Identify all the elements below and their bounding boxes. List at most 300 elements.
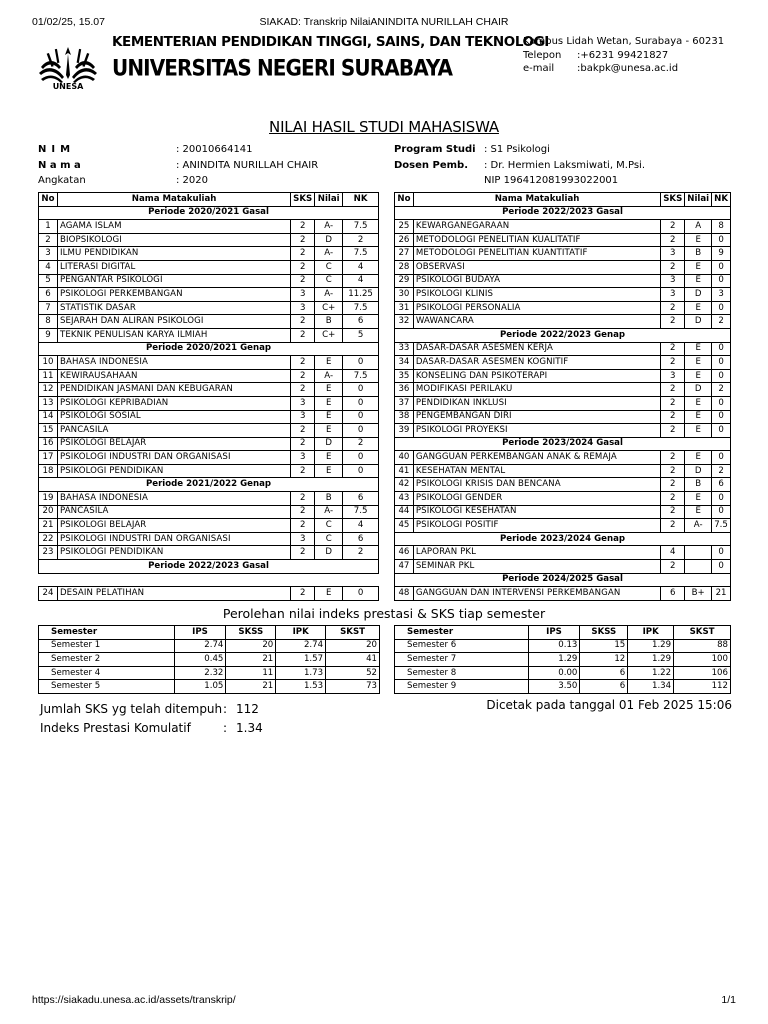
- course-row: [39, 396, 379, 410]
- summary-skss: 15: [580, 639, 628, 653]
- print-datetime: 01/02/25, 15.07: [32, 16, 105, 28]
- course-row: [395, 492, 731, 506]
- course-name: PSIKOLOGI INDUSTRI DAN ORGANISASI: [57, 451, 290, 465]
- summary-skst: 106: [674, 666, 731, 680]
- course-grade: E: [685, 233, 712, 247]
- summary-row: [39, 639, 380, 653]
- course-name: PSIKOLOGI PENDIDIKAN: [57, 464, 290, 478]
- course-nk: 0: [712, 560, 731, 574]
- course-row: [39, 532, 379, 546]
- course-nk: 0: [343, 396, 379, 410]
- phone-label: Telepon: [523, 49, 562, 61]
- course-no: 25: [395, 220, 414, 234]
- course-grade: B: [315, 315, 343, 329]
- course-no: 36: [395, 383, 414, 397]
- course-sks: 2: [291, 356, 315, 370]
- course-no: 10: [39, 356, 58, 370]
- course-no: 21: [39, 519, 58, 533]
- summary-row: [395, 666, 731, 680]
- course-no: 5: [39, 274, 58, 288]
- course-no: 15: [39, 424, 58, 438]
- prodi-value: : S1 Psikologi: [484, 144, 550, 155]
- course-sks: 3: [291, 396, 315, 410]
- course-nk: 0: [712, 260, 731, 274]
- course-nk: 6: [343, 315, 379, 329]
- summary-skst: 100: [674, 653, 731, 667]
- course-nk: 2: [712, 464, 731, 478]
- course-name: ILMU PENDIDIKAN: [57, 247, 290, 261]
- course-name: KEWARGANEGARAAN: [413, 220, 660, 234]
- course-nk: 3: [712, 288, 731, 302]
- course-name: BAHASA INDONESIA: [57, 356, 290, 370]
- col-skst: SKST: [674, 626, 731, 640]
- course-nk: 7.5: [343, 505, 379, 519]
- course-row: [39, 274, 379, 288]
- course-row: [395, 274, 731, 288]
- course-grade: A-: [315, 288, 343, 302]
- course-name: PSIKOLOGI GENDER: [413, 492, 660, 506]
- course-sks: 3: [291, 288, 315, 302]
- course-name: PSIKOLOGI PERKEMBANGAN: [57, 288, 290, 302]
- course-sks: 2: [661, 260, 685, 274]
- course-no: 13: [39, 396, 58, 410]
- course-sks: 2: [661, 356, 685, 370]
- col-ips: IPS: [528, 626, 580, 640]
- course-name: LAPORAN PKL: [413, 546, 660, 560]
- course-nk: 9: [712, 247, 731, 261]
- course-sks: 2: [291, 383, 315, 397]
- course-sks: 2: [661, 478, 685, 492]
- course-grade: E: [685, 356, 712, 370]
- course-no: 20: [39, 505, 58, 519]
- period-row: [39, 206, 379, 220]
- course-no: 48: [395, 587, 414, 601]
- nip-value: NIP 196412081993022001: [484, 175, 619, 186]
- col-nilai: Nilai: [315, 193, 343, 207]
- course-row: [395, 220, 731, 234]
- col-nk: NK: [343, 193, 379, 207]
- course-row: [39, 315, 379, 329]
- course-grade: E: [685, 301, 712, 315]
- course-nk: 21: [712, 587, 731, 601]
- course-row: [395, 247, 731, 261]
- course-name: MODIFIKASI PERILAKU: [413, 383, 660, 397]
- course-nk: 6: [343, 492, 379, 506]
- summary-skst: 73: [326, 680, 380, 694]
- summary-ips: 2.74: [174, 639, 226, 653]
- period-label: Periode 2023/2024 Gasal: [395, 437, 731, 451]
- course-name: WAWANCARA: [413, 315, 660, 329]
- course-sks: 2: [291, 220, 315, 234]
- course-nk: 4: [343, 260, 379, 274]
- course-no: 12: [39, 383, 58, 397]
- course-nk: 11.25: [343, 288, 379, 302]
- course-row: [395, 396, 731, 410]
- course-name: LITERASI DIGITAL: [57, 260, 290, 274]
- course-no: 30: [395, 288, 414, 302]
- course-sks: 2: [661, 505, 685, 519]
- course-nk: 0: [712, 424, 731, 438]
- course-no: 29: [395, 274, 414, 288]
- course-row: [39, 369, 379, 383]
- course-name: PSIKOLOGI PENDIDIKAN: [57, 546, 290, 560]
- course-grade: A: [685, 220, 712, 234]
- summary-semester: Semester 6: [395, 639, 529, 653]
- course-grade: E: [685, 410, 712, 424]
- course-nk: 7.5: [343, 220, 379, 234]
- course-row: [395, 464, 731, 478]
- course-sks: 3: [291, 451, 315, 465]
- course-name: PENDIDIKAN INKLUSI: [413, 396, 660, 410]
- course-no: 7: [39, 301, 58, 315]
- course-sks: 2: [661, 233, 685, 247]
- course-row: [395, 233, 731, 247]
- course-row: [39, 356, 379, 370]
- col-skss: SKSS: [226, 626, 276, 640]
- course-grade: B+: [685, 587, 712, 601]
- course-name: SEMINAR PKL: [413, 560, 660, 574]
- col-name: Nama Matakuliah: [57, 193, 290, 207]
- col-sks: SKS: [291, 193, 315, 207]
- period-row: [39, 342, 379, 356]
- email-label: e-mail: [523, 63, 555, 74]
- summary-header-row: [39, 626, 380, 640]
- university-name: UNIVERSITAS NEGERI SURABAYA: [112, 54, 453, 81]
- course-row: [395, 383, 731, 397]
- course-no: 18: [39, 464, 58, 478]
- course-row: [39, 424, 379, 438]
- summary-row: [395, 680, 731, 694]
- course-name: PSIKOLOGI BELAJAR: [57, 519, 290, 533]
- course-row: [39, 492, 379, 506]
- summary-ipk: 1.29: [628, 639, 674, 653]
- course-sks: 2: [661, 396, 685, 410]
- course-grade: C: [315, 274, 343, 288]
- course-grade: A-: [685, 519, 712, 533]
- summary-ips: 0.00: [528, 666, 580, 680]
- course-sks: 3: [661, 369, 685, 383]
- course-no: 33: [395, 342, 414, 356]
- period-row: [39, 560, 379, 574]
- summary-skst: 88: [674, 639, 731, 653]
- course-row: [39, 301, 379, 315]
- course-grade: C+: [315, 328, 343, 342]
- summary-header-row: [395, 626, 731, 640]
- course-row: [39, 546, 379, 560]
- course-grade: E: [315, 396, 343, 410]
- course-grade: C: [315, 519, 343, 533]
- col-name: Nama Matakuliah: [413, 193, 660, 207]
- course-nk: 2: [343, 546, 379, 560]
- course-sks: 2: [291, 328, 315, 342]
- course-no: 34: [395, 356, 414, 370]
- semester-summary-left: [38, 625, 380, 694]
- course-name: TEKNIK PENULISAN KARYA ILMIAH: [57, 328, 290, 342]
- course-sks: 2: [291, 492, 315, 506]
- summary-ips: 2.32: [174, 666, 226, 680]
- course-grade: E: [685, 505, 712, 519]
- col-skss: SKSS: [580, 626, 628, 640]
- course-no: 2: [39, 233, 58, 247]
- col-ips: IPS: [174, 626, 226, 640]
- period-row: [395, 206, 731, 220]
- course-row: [395, 315, 731, 329]
- course-name: PSIKOLOGI PERSONALIA: [413, 301, 660, 315]
- course-nk: 7.5: [712, 519, 731, 533]
- summary-semester: Semester 4: [39, 666, 175, 680]
- nama-value: : ANINDITA NURILLAH CHAIR: [176, 159, 319, 171]
- print-page-number: 1/1: [721, 994, 736, 1006]
- summary-row: [395, 639, 731, 653]
- angkatan-label: Angkatan: [38, 175, 86, 186]
- semester-summary-right: [394, 625, 731, 694]
- course-name: PSIKOLOGI BELAJAR: [57, 437, 290, 451]
- course-nk: 0: [712, 274, 731, 288]
- course-grade: B: [315, 492, 343, 506]
- course-grade: D: [315, 437, 343, 451]
- period-row: [395, 573, 731, 587]
- course-row: [39, 410, 379, 424]
- course-no: 38: [395, 410, 414, 424]
- course-no: 3: [39, 247, 58, 261]
- course-name: KESEHATAN MENTAL: [413, 464, 660, 478]
- summary-ipk: 2.74: [276, 639, 326, 653]
- col-no: No: [395, 193, 414, 207]
- course-no: 32: [395, 315, 414, 329]
- summary-ipk: 1.34: [628, 680, 674, 694]
- col-no: No: [39, 193, 58, 207]
- course-grade: A-: [315, 369, 343, 383]
- course-row: [39, 451, 379, 465]
- course-no: 41: [395, 464, 414, 478]
- course-no: 44: [395, 505, 414, 519]
- ministry-name: KEMENTERIAN PENDIDIKAN TINGGI, SAINS, DAN TEKNOLOGI: [112, 34, 549, 50]
- course-grade: A-: [315, 247, 343, 261]
- contact-block: [523, 35, 724, 76]
- dosen-label: Dosen Pemb.: [394, 159, 468, 171]
- course-grade: E: [685, 492, 712, 506]
- dosen-value: : Dr. Hermien Laksmiwati, M.Psi.: [484, 159, 646, 171]
- summary-ipk: 1.22: [628, 666, 674, 680]
- spacer-row: [39, 573, 379, 587]
- course-nk: 0: [712, 301, 731, 315]
- course-sks: 2: [291, 315, 315, 329]
- course-sks: 3: [291, 301, 315, 315]
- course-sks: 2: [661, 464, 685, 478]
- summary-skst: 41: [326, 653, 380, 667]
- course-name: PSIKOLOGI KRISIS DAN BENCANA: [413, 478, 660, 492]
- summary-row: [39, 666, 380, 680]
- nim-label: NIM: [38, 144, 76, 155]
- col-sks: SKS: [661, 193, 685, 207]
- course-sks: 2: [661, 492, 685, 506]
- course-row: [39, 247, 379, 261]
- course-name: PENDIDIKAN JASMANI DAN KEBUGARAN: [57, 383, 290, 397]
- course-sks: 3: [661, 288, 685, 302]
- course-row: [39, 233, 379, 247]
- course-grade: B: [685, 247, 712, 261]
- col-semester: Semester: [39, 626, 175, 640]
- course-sks: 4: [661, 546, 685, 560]
- course-sks: 3: [291, 532, 315, 546]
- course-row: [39, 464, 379, 478]
- course-row: [395, 560, 731, 574]
- course-grade: D: [685, 464, 712, 478]
- course-name: PSIKOLOGI INDUSTRI DAN ORGANISASI: [57, 532, 290, 546]
- course-no: 4: [39, 260, 58, 274]
- summary-row: [39, 653, 380, 667]
- total-sks-value: 112: [236, 702, 259, 716]
- course-no: 9: [39, 328, 58, 342]
- course-sks: 2: [291, 274, 315, 288]
- course-nk: 7.5: [343, 247, 379, 261]
- totals-block: [40, 700, 340, 738]
- summary-ipk: 1.73: [276, 666, 326, 680]
- course-name: BIOPSIKOLOGI: [57, 233, 290, 247]
- course-row: [395, 424, 731, 438]
- summary-rows-right: [395, 639, 731, 693]
- summary-skst: 52: [326, 666, 380, 680]
- course-nk: 0: [343, 424, 379, 438]
- course-sks: 2: [291, 464, 315, 478]
- summary-skss: 6: [580, 680, 628, 694]
- course-name: KEWIRAUSAHAAN: [57, 369, 290, 383]
- course-grade: E: [685, 342, 712, 356]
- course-nk: 2: [343, 437, 379, 451]
- course-no: 31: [395, 301, 414, 315]
- summary-rows-left: [39, 639, 380, 693]
- summary-ipk: 1.53: [276, 680, 326, 694]
- course-nk: 0: [712, 233, 731, 247]
- period-label: Periode 2022/2023 Gasal: [395, 206, 731, 220]
- course-row: [395, 369, 731, 383]
- course-rows-right: [395, 206, 731, 600]
- course-grade: A-: [315, 220, 343, 234]
- course-nk: 0: [343, 587, 379, 601]
- course-nk: 4: [343, 274, 379, 288]
- course-name: PSIKOLOGI BUDAYA: [413, 274, 660, 288]
- course-name: PENGEMBANGAN DIRI: [413, 410, 660, 424]
- period-label: Periode 2021/2022 Genap: [39, 478, 379, 492]
- course-grade: E: [685, 260, 712, 274]
- course-grade: E: [315, 587, 343, 601]
- course-sks: 3: [291, 410, 315, 424]
- course-name: METODOLOGI PENELITIAN KUANTITATIF: [413, 247, 660, 261]
- course-nk: 8: [712, 220, 731, 234]
- ipk-label: Indeks Prestasi Komulatif: [40, 721, 191, 735]
- period-row: [395, 437, 731, 451]
- course-row: [395, 505, 731, 519]
- summary-skst: 20: [326, 639, 380, 653]
- summary-skss: 21: [226, 653, 276, 667]
- course-grade: D: [315, 233, 343, 247]
- course-row: [395, 546, 731, 560]
- course-no: 47: [395, 560, 414, 574]
- summary-semester: Semester 8: [395, 666, 529, 680]
- course-nk: 0: [712, 410, 731, 424]
- course-grade: [685, 560, 712, 574]
- course-name: BAHASA INDONESIA: [57, 492, 290, 506]
- course-row: [39, 288, 379, 302]
- course-grade: E: [685, 396, 712, 410]
- course-name: KONSELING DAN PSIKOTERAPI: [413, 369, 660, 383]
- course-nk: 7.5: [343, 369, 379, 383]
- col-ipk: IPK: [276, 626, 326, 640]
- course-grade: E: [685, 451, 712, 465]
- course-row: [395, 587, 731, 601]
- course-name: PANCASILA: [57, 424, 290, 438]
- course-nk: 7.5: [343, 301, 379, 315]
- course-grade: E: [315, 356, 343, 370]
- course-nk: 0: [343, 356, 379, 370]
- course-name: PSIKOLOGI KEPRIBADIAN: [57, 396, 290, 410]
- col-nilai: Nilai: [685, 193, 712, 207]
- course-sks: 2: [661, 560, 685, 574]
- course-name: SEJARAH DAN ALIRAN PSIKOLOGI: [57, 315, 290, 329]
- course-no: 24: [39, 587, 58, 601]
- course-sks: 2: [661, 383, 685, 397]
- course-sks: 2: [661, 451, 685, 465]
- course-grade: A-: [315, 505, 343, 519]
- course-nk: 2: [712, 315, 731, 329]
- course-nk: 0: [712, 342, 731, 356]
- course-name: DASAR-DASAR ASESMEN KOGNITIF: [413, 356, 660, 370]
- course-sks: 2: [291, 260, 315, 274]
- course-nk: 0: [712, 369, 731, 383]
- course-sks: 2: [291, 546, 315, 560]
- summary-skss: 6: [580, 666, 628, 680]
- course-nk: 0: [343, 451, 379, 465]
- summary-ips: 1.05: [174, 680, 226, 694]
- course-nk: 0: [343, 464, 379, 478]
- course-row: [395, 410, 731, 424]
- course-name: PSIKOLOGI SOSIAL: [57, 410, 290, 424]
- col-skst: SKST: [326, 626, 380, 640]
- course-grade: E: [685, 424, 712, 438]
- course-no: 6: [39, 288, 58, 302]
- course-nk: 2: [343, 233, 379, 247]
- student-info-left: [38, 142, 378, 189]
- course-name: DASAR-DASAR ASESMEN KERJA: [413, 342, 660, 356]
- ipk-sep: :: [223, 721, 228, 735]
- course-row: [395, 356, 731, 370]
- course-nk: 4: [343, 519, 379, 533]
- course-row: [395, 342, 731, 356]
- student-info-right: [394, 142, 734, 189]
- summary-ips: 3.50: [528, 680, 580, 694]
- course-grade: E: [315, 464, 343, 478]
- course-row: [39, 328, 379, 342]
- summary-title: Perolehan nilai indeks prestasi & SKS tiap semester: [222, 606, 546, 621]
- course-grade: D: [685, 288, 712, 302]
- summary-skss: 20: [226, 639, 276, 653]
- course-no: 26: [395, 233, 414, 247]
- course-grade: E: [315, 383, 343, 397]
- address: Kampus Lidah Wetan, Surabaya - 60231: [523, 36, 725, 47]
- course-grade: C: [315, 532, 343, 546]
- course-sks: 3: [661, 274, 685, 288]
- course-name: PENGANTAR PSIKOLOGI: [57, 274, 290, 288]
- course-grade: C+: [315, 301, 343, 315]
- spacer-cell: [39, 573, 379, 587]
- course-no: 43: [395, 492, 414, 506]
- period-row: [395, 328, 731, 342]
- course-nk: 5: [343, 328, 379, 342]
- summary-skst: 112: [674, 680, 731, 694]
- course-name: DESAIN PELATIHAN: [57, 587, 290, 601]
- course-no: 1: [39, 220, 58, 234]
- course-sks: 2: [291, 587, 315, 601]
